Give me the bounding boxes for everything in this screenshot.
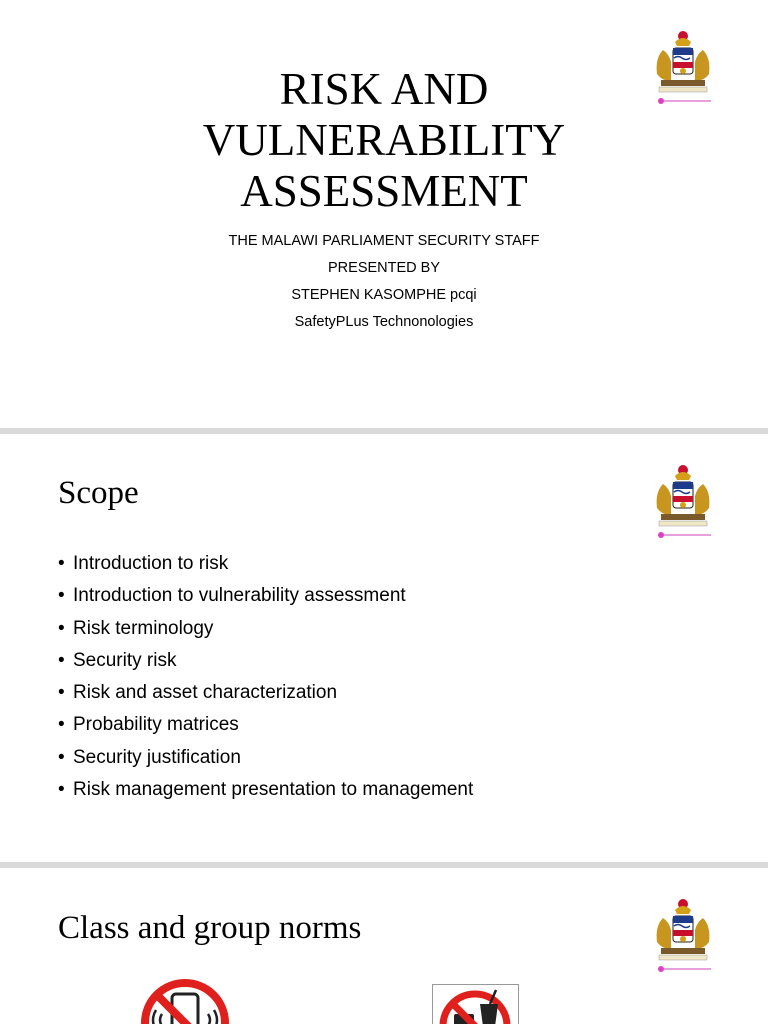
list-item-text: Risk management presentation to management xyxy=(73,779,474,801)
no-food-drink-icon xyxy=(432,984,519,1024)
slide-title-text xyxy=(100,64,668,217)
list-item: • Security risk xyxy=(58,649,177,671)
list-item: • Introduction to risk xyxy=(58,553,229,574)
list-item-text: Security risk xyxy=(73,649,177,671)
list-item-text: Risk and asset characterization xyxy=(73,682,338,704)
list-item-text: Security justification xyxy=(73,746,241,768)
subtitle-line: PRESENTED BY xyxy=(328,260,440,276)
slide-norms xyxy=(0,868,768,1024)
malawi-coat-of-arms-icon xyxy=(651,462,715,542)
title-line: RISK AND xyxy=(279,64,489,114)
malawi-coat-of-arms-icon xyxy=(651,896,715,976)
title-line: ASSESSMENT xyxy=(240,166,528,216)
list-item-text: Introduction to vulnerability assessment xyxy=(73,585,406,607)
list-item: • Risk management presentation to management xyxy=(58,779,474,801)
slide-title xyxy=(0,0,768,428)
no-phone-icon xyxy=(140,978,230,1024)
subtitle-line: SafetyPLus Technonologies xyxy=(294,314,474,330)
list-item-text: Probability matrices xyxy=(73,714,239,736)
list-item-text: Introduction to risk xyxy=(73,553,229,574)
slide-heading: Scope xyxy=(58,475,139,511)
list-item: • Risk and asset characterization xyxy=(58,682,338,704)
list-item: • Introduction to vulnerability assessment xyxy=(58,585,406,607)
subtitle-block xyxy=(100,228,668,336)
subtitle-line: STEPHEN KASOMPHE pcqi xyxy=(291,287,477,303)
scope-list xyxy=(58,548,473,806)
list-item: • Security justification xyxy=(58,746,241,768)
slide-scope xyxy=(0,434,768,862)
title-line: VULNERABILITY xyxy=(202,115,566,165)
subtitle-line: THE MALAWI PARLIAMENT SECURITY STAFF xyxy=(228,233,540,249)
list-item-text: Risk terminology xyxy=(73,617,214,639)
list-item: • Risk terminology xyxy=(58,617,214,639)
list-item: • Probability matrices xyxy=(58,714,239,736)
slide-heading: Class and group norms xyxy=(58,910,362,946)
